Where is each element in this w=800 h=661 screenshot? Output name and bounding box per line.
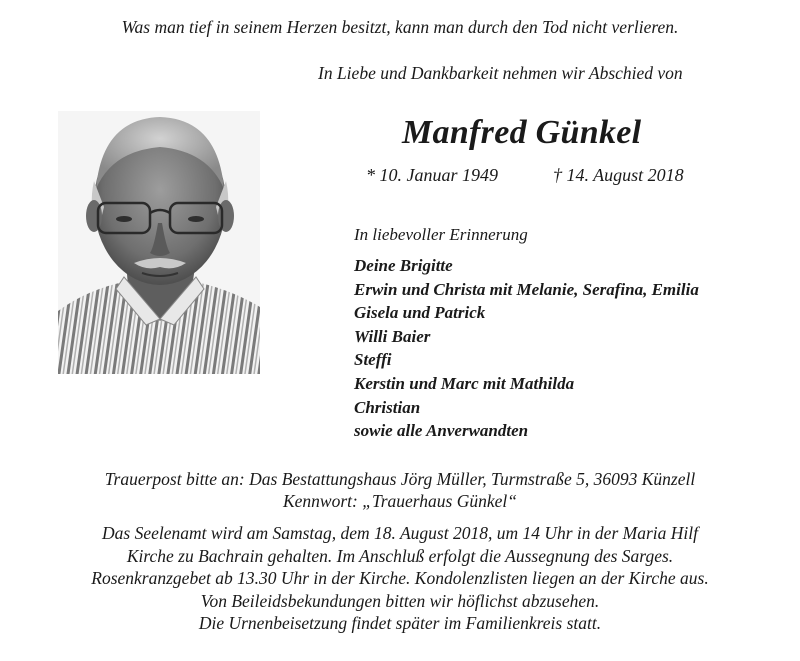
mourner-entry: Christian [354,397,421,417]
condolence-address-line: Trauerpost bitte an: Das Bestattungshaus Jörg Müller, Turmstraße 5, 36093 Künzell [104,469,696,489]
condolence-keyword-line: Kennwort: „Trauerhaus Günkel“ [282,491,517,511]
service-details [0,522,800,635]
mourner-entry: sowie alle Anverwandten [354,421,529,441]
mourners-list [354,254,699,443]
mourner-entry: Deine Brigitte [354,256,453,275]
mourner-entry: Steffi [354,350,392,370]
epitaph-quote: Was man tief in seinem Herzen besitzt, kann man durch den Tod nicht verlieren. [121,17,679,37]
memory-line: In liebevoller Erinnerung [354,225,528,244]
deceased-name: Manfred Günkel [402,114,642,151]
death-date: † 14. August 2018 [553,165,684,185]
mourner-entry: Gisela und Patrick [354,303,486,323]
farewell-intro: In Liebe und Dankbarkeit nehmen wir Abschied von [318,63,683,83]
mourner-entry: Willi Baier [354,326,431,346]
birth-date: * 10. Januar 1949 [366,165,498,185]
condolence-address [0,468,800,512]
service-line: Kirche zu Bachrain gehalten. Im Anschluß erfolgt die Aussegnung des Sarges. [126,545,674,566]
service-line: Die Urnenbeisetzung findet später im Familienkreis statt. [198,613,602,634]
service-line: Das Seelenamt wird am Samstag, dem 18. August 2018, um 14 Uhr in der Maria Hilf [102,523,698,543]
portrait-photo [58,111,260,374]
mourner-entry: Erwin und Christa mit Melanie, Serafina, Emilia [354,279,699,299]
mourner-entry: Kerstin und Marc mit Mathilda [354,373,575,393]
service-line: Rosenkranzgebet ab 13.30 Uhr in der Kirche. Kondolenzlisten liegen an der Kirche aus. [91,568,709,589]
service-line: Von Beileidsbekundungen bitten wir höflichst abzusehen. [200,590,600,611]
